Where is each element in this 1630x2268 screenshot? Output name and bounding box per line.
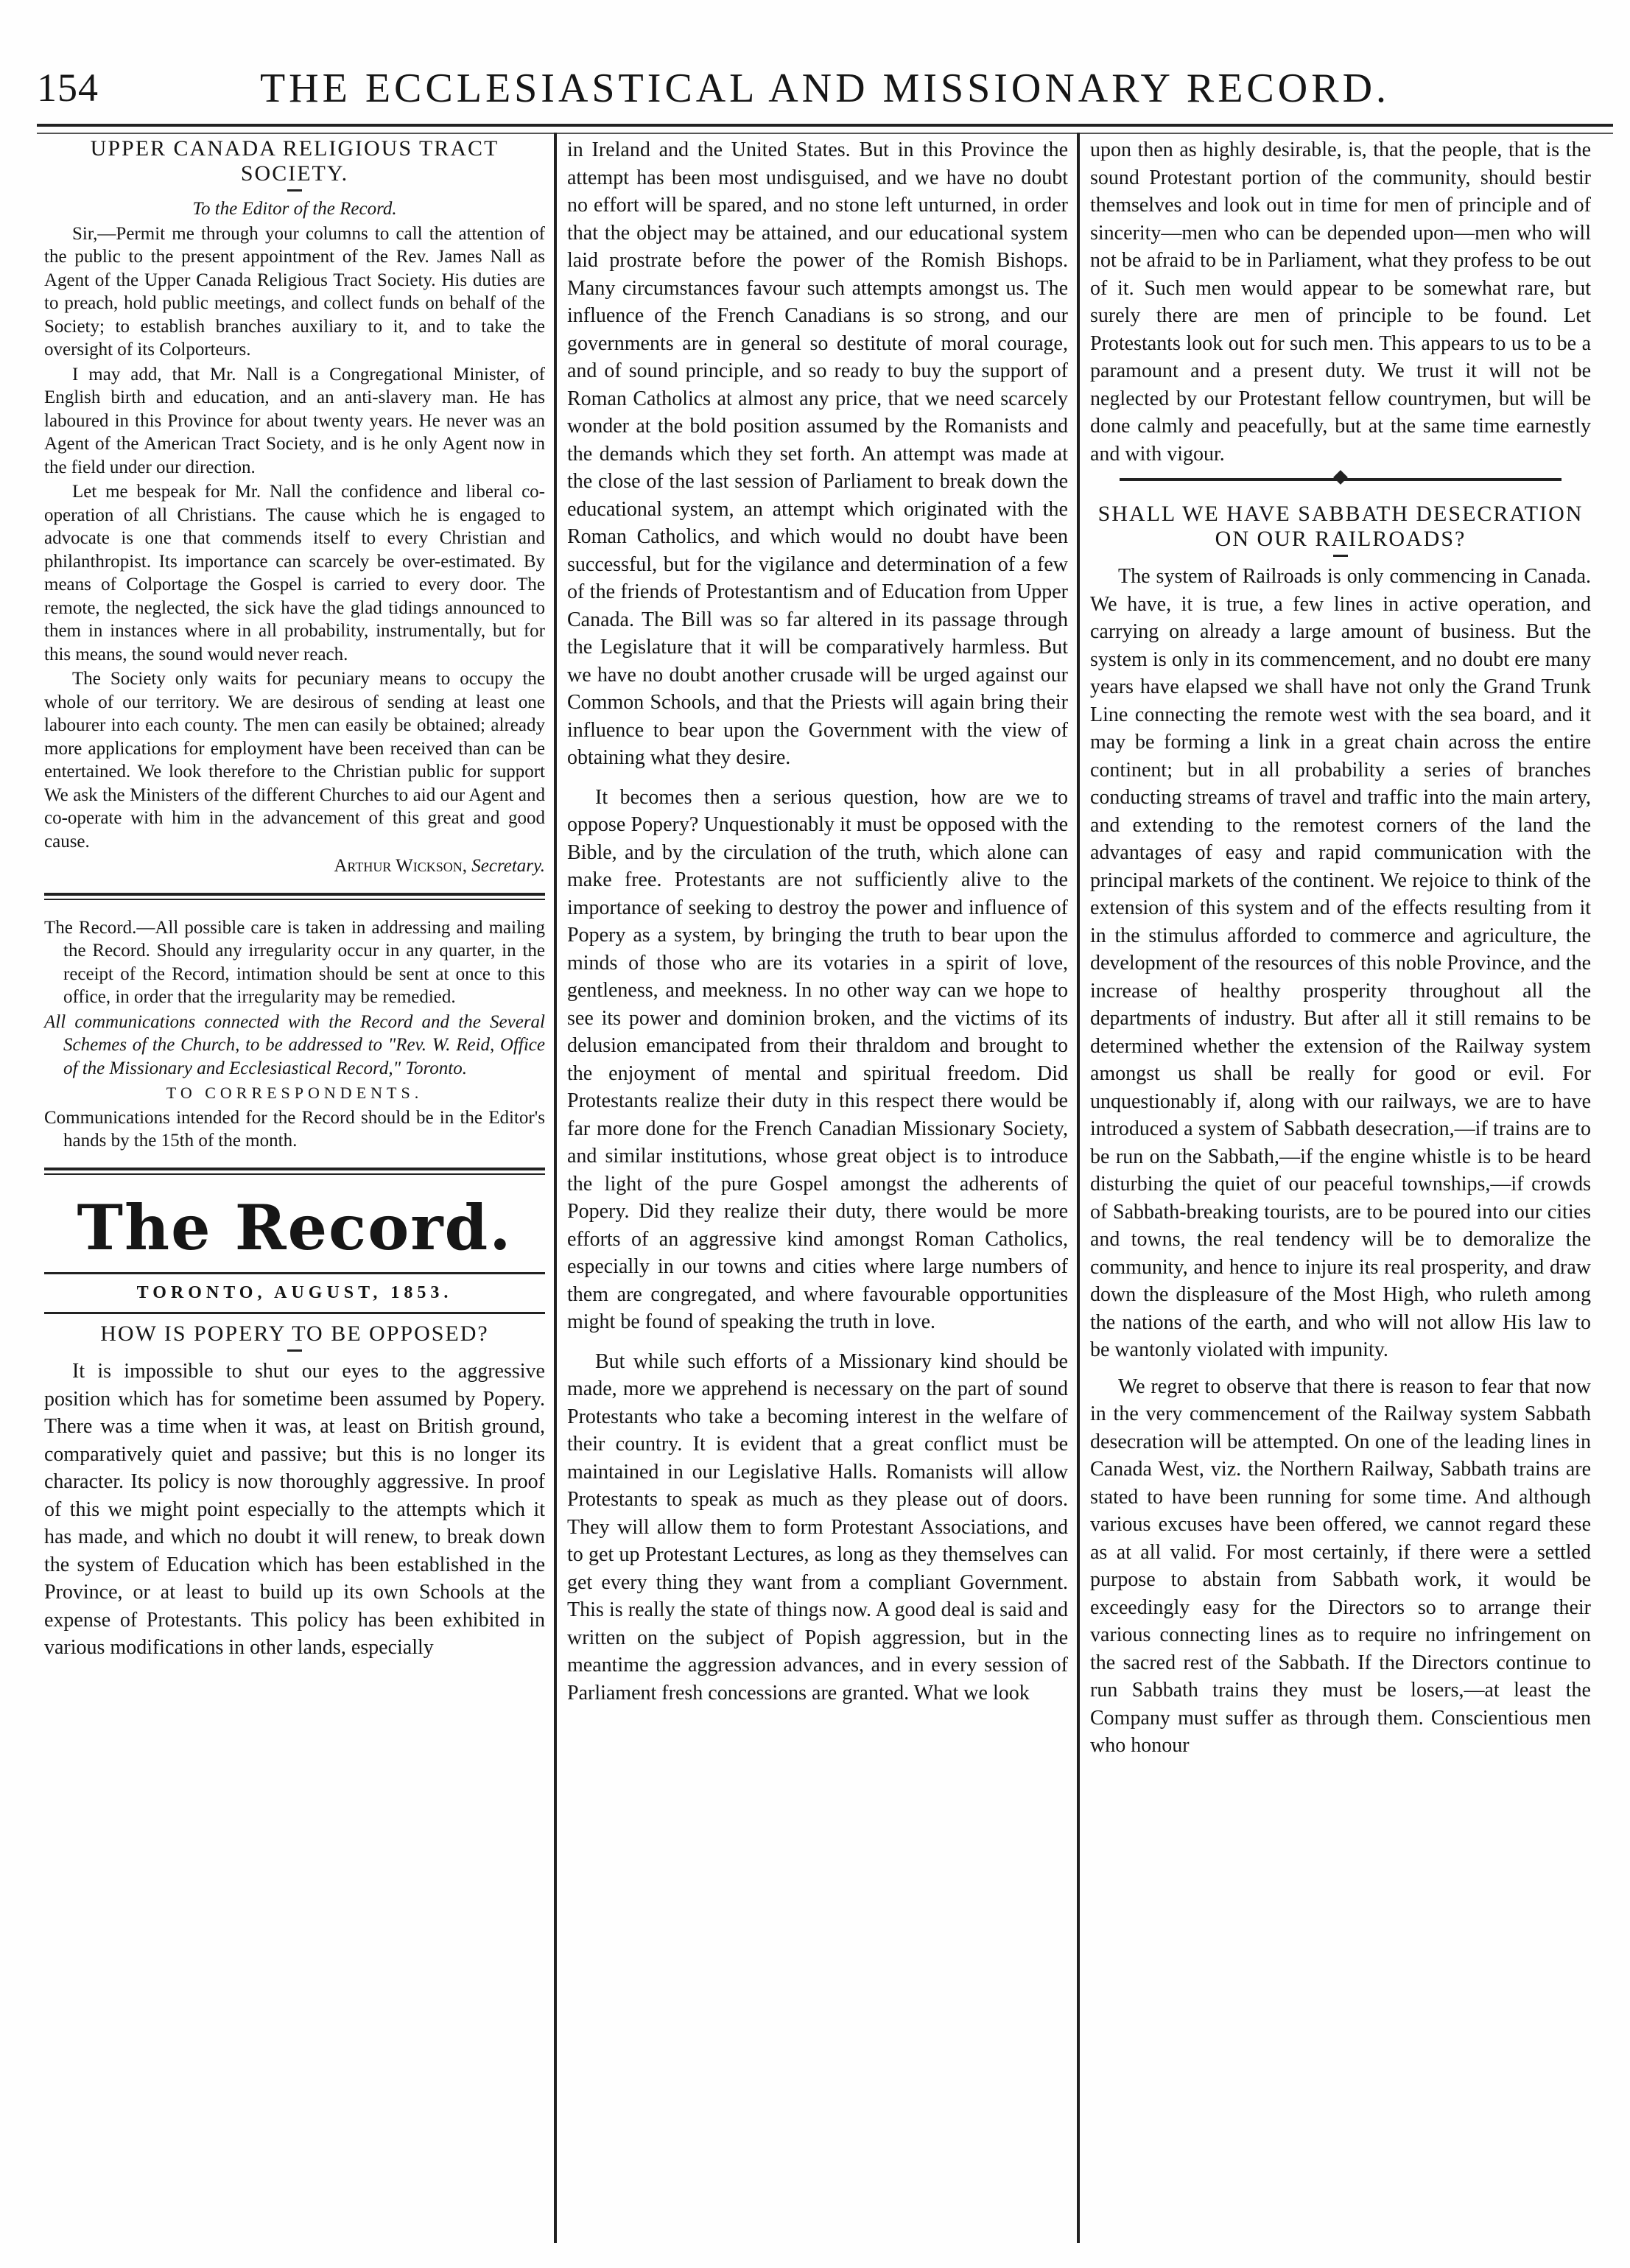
title-rule (44, 1272, 545, 1274)
section-divider (1120, 478, 1562, 491)
column-2 (567, 136, 1068, 1707)
letter-signature (44, 854, 545, 878)
heading-rule (287, 1349, 302, 1352)
popery-heading: HOW IS POPERY TO BE OPPOSED? (100, 1321, 489, 1346)
diamond-ornament (1333, 470, 1348, 485)
correspondents-heading: TO CORRESPONDENTS. (166, 1084, 424, 1102)
signature-name: Arthur Wickson, (334, 856, 468, 876)
column-3 (1090, 136, 1591, 1760)
communications-notice: All communications connected with the Record and the Several Schemes of the Church, to be addressed to "Rev. W. Reid, Office of the Missionary and Ecclesiastical Record," Toronto. (44, 1011, 545, 1078)
correspondents-notice: Communications intended for the Record should be in the Editor's hands by the 15th of the month. (44, 1107, 545, 1151)
sabbath-heading: SHALL WE HAVE SABBATH DESECRATION ON OUR RAILROADS? (1097, 502, 1584, 551)
article-paragraph: It is impossible to shut our eyes to the aggressive position which has for sometime been assumed by Popery. There was a time when it was, at least on British ground, comparatively quiet and passive; but this is no longer its character. Its policy is now thoroughly aggressive. In proof of this we might point especially to the attempts which it has made, and which no doubt it will renew, to break down the system of Education which has been established in the Province, or at least to build up its own Schools at the expense of Protestants. This policy has been exhibited in various modifications in other lands, especially (44, 1360, 545, 1659)
signature-title: Secretary. (471, 856, 545, 876)
double-rule (44, 1168, 545, 1175)
to-editor-line: To the Editor of the Record. (192, 199, 397, 219)
page-number: 154 (37, 66, 99, 110)
letter-paragraph: I may add, that Mr. Nall is a Congregational Minister, of English birth and education, and an anti-slavery man. He has laboured in this Province for about twenty years. He never was an Agent of the American Tract Society, and is he only Agent now in the field under our direction. (44, 364, 545, 477)
header-rule (37, 124, 1613, 134)
column-divider-1 (554, 133, 557, 2243)
record-title: The Record. (77, 1190, 513, 1264)
letter-paragraph: Sir,—Permit me through your columns to call the attention of the public to the present appointment of the Rev. James Nall as Agent of the Upper Canada Religious Tract Society. His duties are to preach, hold public meetings, and collect funds on behalf of the Society; to establish branches auxiliary to it, and to take the oversight of its Colporteurs. (44, 223, 545, 359)
masthead: THE ECCLESIASTICAL AND MISSIONARY RECORD. (259, 66, 1391, 111)
article-paragraph: We regret to observe that there is reason to fear that now in the very commencement of the Railway system Sabbath desecration will be attempted. On one of the leading lines in Canada West, viz. the Northern Railway, Sabbath trains are stated to have been running for some time. And although various excuses have been offered, we cannot regard these as at all valid. For most certainly, if there were a settled purpose to abstain from Sabbath work, it would be exceedingly easy for the Directors so to arrange their various connecting lines as to require no infringement on the sacred rest of the Sabbath. If the Directors continue to run Sabbath trains they must be losers,—at least the Company must suffer as through them. Conscientious men who honour (1090, 1375, 1591, 1757)
record-notice: The Record.—All possible care is taken in addressing and mailing the Record. Should any irregularity occur in any quarter, in the receipt of the Record, intimation should be sent at once to this office, in order that the irregularity may be remedied. (44, 917, 545, 1007)
double-rule (44, 893, 545, 900)
title-rule (44, 1312, 545, 1314)
tract-society-heading: UPPER CANADA RELIGIOUS TRACT SOCIETY. (90, 136, 499, 186)
article-paragraph: in Ireland and the United States. But in this Province the attempt has been most undisguised, and we have no doubt no effort will be spared, and no stone left unturned, in order that the object may be attained, and our educational system laid prostrate before the power of the Romish Bishops. Many circumstances favour such attempts amongst us. The influence of the French Canadians is so strong, and our governments are in general so destitute of moral courage, and of sound principle, and so ready to buy the support of Roman Catholics at almost any price, that we need scarcely wonder at the bold position assumed by the Romanists and the demands which they set forth. An attempt was made at the close of the last session of Parliament to break down the educational system, an attempt which originated with the Roman Catholics, and which would no doubt have been successful, but for the vigilance and determination of a few of the friends of Protestantism and of Education from Upper Canada. The Bill was so far altered in its passage through the Legislature that it will be comparatively harmless. But we have no doubt another crusade will be urged against our Common Schools, and that the Priests will again bring their influence to bear upon the Government with the view of obtaining what they desire. (567, 138, 1068, 769)
letter-paragraph: Let me bespeak for Mr. Nall the confidence and liberal co-operation of all Christians. The cause which he is engaged to advocate is one that commends itself to every Christian and philanthropist. Its importance can scarcely be over-estimated. By means of Colportage the Gospel is carried to every door. The remote, the neglected, the sick have the glad tidings announced to them in instances where in all probability, instrumentally, but for this means, the sound would never reach. (44, 482, 545, 664)
heading-rule (287, 189, 302, 192)
column-divider-2 (1077, 133, 1080, 2243)
letter-paragraph: The Society only waits for pecuniary means to occupy the whole of our territory. We are desirous of sending at least one labourer into each county. The men can easily be obtained; already more applications for employment have been received than can be entertained. We look therefore to the Christian public for support We ask the Ministers of the different Churches to aid our Agent and co-operate with him in the advancement of this great and good cause. (44, 669, 545, 852)
article-paragraph: The system of Railroads is only commencing in Canada. We have, it is true, a few lines in active operation, and carrying on already a large amount of business. But the system is only in its commencement, and no doubt ere many years have elapsed we shall have not only the Grand Trunk Line connecting the remote west with the sea board, and it may be forming a link in a great chain across the entire continent; but in all probability a series of branches conducting streams of travel and traffic into the main artery, and extending to the remotest corners of the land the advantages of easy and rapid communication with the principal markets of the continent. We rejoice to think of the extension of this system and of the effects resulting from it in the stimulus afforded to commerce and agriculture, the development of the resources of this noble Province, and the increase of healthy prosperity throughout all the departments of industry. But after all it still remains to be determined whether the extension of the Railway system amongst us shall be really for good or evil. For unquestionably if, along with our railways, we are to have introduced a system of Sabbath desecration,—if trains are to be run on the Sabbath,—if the engine whistle is to be heard disturbing the quiet of our peaceful townships,—if crowds of Sabbath-breaking tourists, are to be poured into our cities and towns, the real tendency will be to demoralize the community, and hence to injure its real prosperity, and draw down the displeasure of the Most High, who ruleth among the nations of the earth, and who will not allow His law to be wantonly violated with impunity. (1090, 565, 1591, 1361)
article-paragraph: It becomes then a serious question, how are we to oppose Popery? Unquestionably it must be opposed with the Bible, and by the circulation of the truth, which alone can make free. Protestants are not sufficiently alive to the importance of seeking to destroy the power and influence of Popery as a system, by bringing the truth to bear upon the minds of those who are its votaries in a spirit of love, gentleness, and meekness. In no other way can we hope to see its power and dominion broken, and the victims of its delusion emancipated from their thraldom and brought to the enjoyment of mental and spiritual freedom. Did Protestants realize their duty in this respect there would be far more done for the French Canadian Missionary Society, and similar institutions, whose great object is to introduce the light of the pure Gospel amongst the adherents of Popery. Did they realize their duty, there would be more efforts of an aggressive kind amongst Roman Catholics, especially in our towns and cities where large numbers of them are congregated, and where favourable opportunities might be found of speaking the truth in love. (567, 785, 1068, 1333)
heading-rule (1333, 555, 1348, 557)
page-header (37, 65, 1613, 124)
article-paragraph: upon then as highly desirable, is, that the people, that is the sound Protestant portion of the community, should bestir themselves and look out in time for men of principle and of sincerity—men who can be depended upon—men who will not be afraid to be in Parliament, what they profess to be out of it. Such men would appear to be somewhat rare, but surely there are men of principle to be found. Let Protestants look out for such men. This appears to us to be a paramount and a present duty. We trust it will not be neglected by our Protestant fellow countrymen, but will be done calmly and peacefully, but at the same time earnestly and with vigour. (1090, 138, 1591, 466)
column-1 (44, 136, 545, 1662)
article-paragraph: But while such efforts of a Missionary kind should be made, more we apprehend is necessary on the part of sound Protestants who take a becoming interest in the welfare of their country. It is evident that a great conflict must be maintained in our Legislative Halls. Romanists will allow Protestants to speak as much as they please out of doors. They will allow them to form Protestant Associations, and to get up Protestant Lectures, as long as they themselves can get every thing they want from a compliant Government. This is really the state of things now. A good deal is said and written on the subject of Popish aggression, but in the meantime the aggression advances, and in every session of Parliament fresh concessions are granted. What we look (567, 1349, 1068, 1704)
dateline: TORONTO, AUGUST, 1853. (136, 1282, 453, 1302)
